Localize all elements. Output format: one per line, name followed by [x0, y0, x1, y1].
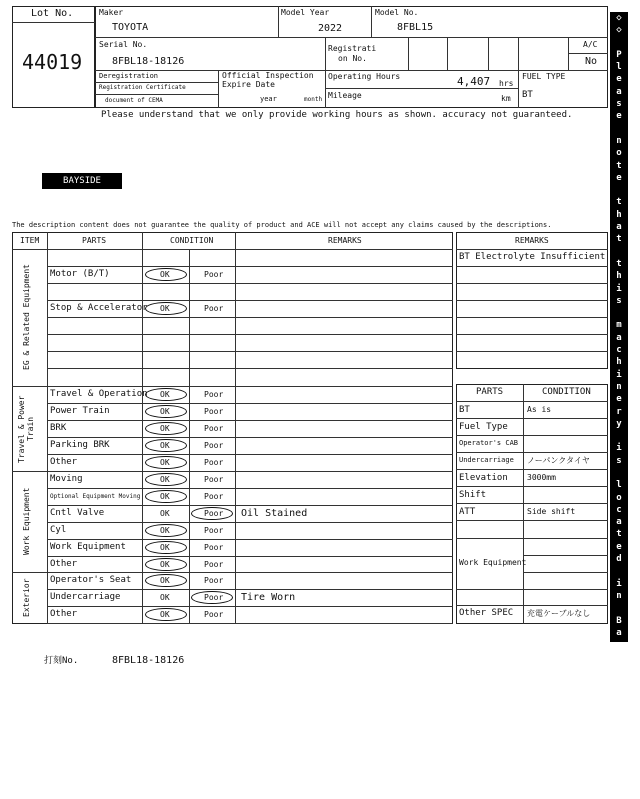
row-ok: OK	[160, 424, 170, 433]
inspection-label-2: Expire Date	[222, 80, 275, 89]
fuel-type-value: BT	[522, 90, 533, 100]
ok-circle-mark	[145, 558, 187, 571]
mileage-label: Mileage	[328, 91, 362, 100]
deregistration-label: Deregistration	[99, 72, 159, 80]
footer-value: 8FBL18-18126	[112, 655, 185, 666]
spec-other-label: Other SPEC	[459, 608, 514, 618]
row-poor: Poor	[204, 560, 224, 569]
serial-value: 8FBL18-18126	[112, 56, 185, 67]
spec-condition-header: CONDITION	[542, 387, 591, 397]
spec-condition: As is	[527, 405, 552, 414]
side-banner-char: c	[616, 504, 622, 515]
ok-circle-mark	[145, 405, 187, 418]
row-part: Cyl	[50, 525, 67, 535]
side-banner-char	[610, 565, 628, 577]
row-part: Parking BRK	[50, 440, 110, 450]
row-part: Undercarriage	[50, 592, 121, 602]
row-ok: OK	[160, 576, 170, 585]
side-banner-char: r	[616, 406, 622, 417]
row-ok: OK	[160, 458, 170, 467]
side-banner-char: ◇	[616, 13, 622, 23]
condition-table	[12, 232, 453, 624]
side-banner-char	[610, 37, 628, 49]
side-banner-char: ◇	[616, 775, 622, 786]
spec-other-value: 充電ケーブルなし	[527, 609, 591, 618]
row-part: Operator's Seat	[50, 575, 132, 585]
parts-header: PARTS	[82, 236, 107, 245]
side-banner-char: a	[616, 726, 622, 737]
remarks-header: REMARKS	[328, 236, 362, 245]
side-banner	[610, 12, 628, 798]
spec-part: ATT	[459, 507, 476, 517]
row-remark: Tire Worn	[241, 592, 296, 603]
row-poor: Poor	[204, 304, 224, 313]
side-banner-char: s	[616, 455, 622, 466]
side-banner-char	[610, 307, 628, 319]
spec-part: Fuel Type	[459, 422, 508, 432]
poor-circle-mark	[191, 591, 233, 604]
side-banner-char: n	[616, 381, 622, 392]
side-banner-char: a	[616, 86, 622, 97]
side-banner-char: i	[616, 664, 622, 675]
cema-label: document of CEMA	[105, 97, 163, 104]
inspection-label: Official Inspection	[222, 71, 314, 80]
group-travel-line-2: Train	[25, 416, 35, 442]
side-banner-char	[610, 701, 628, 713]
side-banner-char: d	[616, 554, 622, 565]
ok-circle-mark	[145, 608, 187, 621]
row-poor: Poor	[204, 475, 224, 484]
right-remarks-header: REMARKS	[515, 236, 549, 245]
side-banner-char: e	[616, 74, 622, 85]
spec-part: BT	[459, 405, 470, 415]
spec-part: Operator's CAB	[459, 439, 519, 447]
side-banner-char: s	[616, 652, 622, 663]
row-ok: OK	[160, 509, 170, 518]
side-banner-char: l	[616, 62, 622, 73]
side-banner-char: Y	[616, 713, 622, 724]
right-remark-line: BT Electrolyte Insufficient	[459, 252, 606, 262]
side-banner-char: t	[616, 258, 622, 269]
side-banner-char: c	[616, 345, 622, 356]
row-ok: OK	[160, 441, 170, 450]
spec-table	[456, 384, 608, 624]
side-banner-char: s	[616, 99, 622, 110]
side-banner-char: o	[616, 148, 622, 159]
row-ok: OK	[160, 593, 170, 602]
spec-part: Elevation	[459, 473, 508, 483]
side-banner-char: a	[616, 332, 622, 343]
row-poor: Poor	[204, 593, 224, 602]
fuel-type-label: FUEL TYPE	[522, 72, 566, 81]
ok-circle-mark	[145, 302, 187, 315]
spec-condition: ノーパンクタイヤ	[527, 456, 590, 465]
ok-circle-mark	[145, 422, 187, 435]
row-ok: OK	[160, 304, 170, 313]
registration-label-2: on No.	[338, 54, 367, 63]
lot-label: Lot No.	[31, 8, 74, 19]
side-banner-char: o	[616, 492, 622, 503]
ok-circle-mark	[145, 456, 187, 469]
row-ok: OK	[160, 560, 170, 569]
row-poor: Poor	[204, 610, 224, 619]
side-banner-char	[610, 246, 628, 258]
registration-cert-label: Registration Certificate	[99, 84, 186, 91]
side-banner-char: P	[616, 49, 622, 60]
side-banner-char	[610, 602, 628, 614]
km-unit: km	[501, 94, 511, 103]
row-part: Motor (B/T)	[50, 269, 110, 279]
lot-number: 44019	[22, 50, 83, 74]
row-poor: Poor	[204, 407, 224, 416]
year-label: year	[260, 95, 277, 103]
row-poor: Poor	[204, 526, 224, 535]
row-part: Optional Equipment Moving	[50, 493, 141, 500]
ok-circle-mark	[145, 541, 187, 554]
maker-value: TOYOTA	[112, 22, 149, 33]
footer-label: 打刻No.	[44, 656, 79, 666]
group-travel-line-1: Travel & Power	[17, 395, 26, 463]
side-banner-char: t	[616, 197, 622, 208]
side-banner-char: s	[616, 295, 622, 306]
side-banner-char: h	[616, 357, 622, 368]
poor-circle-mark	[191, 507, 233, 520]
side-banner-char: d	[616, 677, 622, 688]
operating-hours-label: Operating Hours	[328, 72, 401, 81]
ok-circle-mark	[145, 439, 187, 452]
row-poor: Poor	[204, 492, 224, 501]
side-banner-char: t	[616, 529, 622, 540]
month-label: month	[304, 96, 323, 103]
row-part: Other	[50, 559, 78, 569]
row-poor: Poor	[204, 458, 224, 467]
bayside-badge	[42, 173, 122, 189]
side-banner-char: d	[616, 750, 622, 761]
row-poor: Poor	[204, 424, 224, 433]
ok-circle-mark	[145, 574, 187, 587]
side-banner-char: i	[616, 369, 622, 380]
group-travel	[18, 392, 36, 466]
operating-hours-value: 4,407	[457, 75, 491, 88]
side-banner-char: i	[616, 283, 622, 294]
side-banner-char	[610, 467, 628, 479]
side-banner-char: h	[616, 271, 622, 282]
ok-circle-mark	[145, 473, 187, 486]
side-banner-char: e	[616, 172, 622, 183]
model-year-value: 2022	[318, 23, 343, 34]
row-ok: OK	[160, 270, 170, 279]
serial-label: Serial No.	[99, 40, 148, 49]
maker-label: Maker	[99, 8, 124, 17]
row-part: Travel & Operation	[50, 389, 148, 399]
group-eg: EG & Related Equipment	[22, 264, 31, 371]
disclaimer: The description content does not guarantee the quality of product and ACE will not accept any claims caused by the descriptions.	[12, 221, 552, 229]
group-work: Work Equipment	[22, 487, 31, 555]
side-banner-char: ◇	[616, 25, 622, 36]
row-part: Other	[50, 457, 78, 467]
row-ok: OK	[160, 610, 170, 619]
side-banner-char: n	[616, 590, 622, 601]
side-banner-char: e	[616, 689, 622, 700]
side-banner-char: B	[616, 615, 622, 626]
spec-part: Shift	[459, 490, 487, 500]
side-banner-char: a	[616, 517, 622, 528]
ac-label: A/C	[583, 40, 598, 49]
side-banner-char: n	[616, 135, 622, 146]
row-part: Other	[50, 609, 78, 619]
side-banner-char	[610, 762, 628, 774]
row-remark: Oil Stained	[241, 508, 308, 519]
side-banner-char: r	[616, 738, 622, 749]
side-banner-char	[610, 123, 628, 135]
group-exterior: Exterior	[22, 578, 31, 618]
row-ok: OK	[160, 407, 170, 416]
side-banner-char: l	[616, 480, 622, 491]
side-banner-char: i	[616, 443, 622, 454]
side-banner-char: m	[616, 320, 622, 331]
ok-circle-mark	[145, 388, 187, 401]
side-banner-char: i	[616, 578, 622, 589]
row-part: Stop & Accelerator	[50, 303, 148, 313]
side-banner-char: e	[616, 111, 622, 122]
condition-header: CONDITION	[170, 236, 214, 245]
side-banner-char: a	[616, 222, 622, 233]
spec-parts-header: PARTS	[476, 387, 504, 397]
side-banner-char	[610, 430, 628, 442]
side-banner-char: a	[616, 627, 622, 638]
row-part: BRK	[50, 423, 67, 433]
row-poor: Poor	[204, 576, 224, 585]
item-header: ITEM	[20, 236, 40, 245]
spec-work-equipment-label: Work Equipment	[459, 558, 527, 567]
spec-part: Undercarriage	[459, 456, 514, 464]
model-year-label: Model Year	[281, 8, 330, 17]
side-banner-char: y	[616, 418, 622, 429]
working-hours-notice: Please understand that we only provide working hours as shown. accuracy not guaranteed.	[101, 110, 573, 120]
row-ok: OK	[160, 492, 170, 501]
spec-condition: 3000mm	[527, 473, 556, 482]
row-poor: Poor	[204, 270, 224, 279]
row-poor: Poor	[204, 509, 224, 518]
row-ok: OK	[160, 526, 170, 535]
ac-value: No	[585, 56, 598, 67]
ok-circle-mark	[145, 490, 187, 503]
row-poor: Poor	[204, 390, 224, 399]
row-ok: OK	[160, 475, 170, 484]
hours-unit: hrs	[499, 79, 514, 88]
side-banner-char: y	[616, 640, 622, 651]
ok-circle-mark	[145, 524, 187, 537]
row-part: Moving	[50, 474, 83, 484]
side-banner-char: t	[616, 234, 622, 245]
side-banner-char: h	[616, 209, 622, 220]
spec-condition: Side shift	[527, 507, 576, 516]
row-part: Power Train	[50, 406, 110, 416]
side-banner-char: e	[616, 541, 622, 552]
model-no-label: Model No.	[375, 8, 419, 17]
row-poor: Poor	[204, 441, 224, 450]
row-part: Work Equipment	[50, 542, 126, 552]
side-banner-char	[610, 184, 628, 196]
ok-circle-mark	[145, 268, 187, 281]
row-poor: Poor	[204, 543, 224, 552]
registration-label: Registrati	[328, 44, 377, 53]
row-ok: OK	[160, 390, 170, 399]
side-banner-char: ◇	[616, 787, 622, 798]
model-no-value: 8FBL15	[397, 22, 434, 33]
bayside-badge-text: BAYSIDE	[63, 176, 101, 186]
side-banner-char: t	[616, 160, 622, 171]
side-banner-char: e	[616, 394, 622, 405]
row-part: Cntl Valve	[50, 508, 105, 518]
row-ok: OK	[160, 543, 170, 552]
